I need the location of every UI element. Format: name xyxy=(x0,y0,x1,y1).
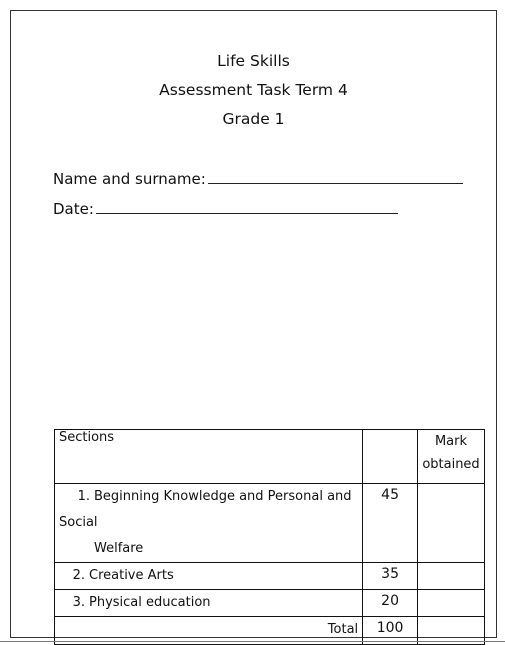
mark-obtained-cell[interactable] xyxy=(418,563,485,590)
table-row xyxy=(55,563,485,590)
table-header-row xyxy=(55,430,485,484)
section-item xyxy=(59,484,358,562)
mark-obtained-header: Mark obtained xyxy=(418,430,485,484)
section-number: 1. xyxy=(77,489,90,504)
section-marks: 20 xyxy=(363,590,418,617)
date-label: Date: xyxy=(53,200,94,218)
worksheet-page xyxy=(10,10,497,638)
subject-title: Life Skills xyxy=(217,52,290,70)
section-name-continued: Welfare xyxy=(94,541,144,556)
name-blank-line[interactable] xyxy=(208,171,463,184)
section-name: Beginning Knowledge and Personal and Social xyxy=(59,489,352,530)
section-name: Physical education xyxy=(89,595,211,610)
total-marks: 100 xyxy=(363,617,418,645)
mark-obtained-cell[interactable] xyxy=(418,590,485,617)
section-number: 3. xyxy=(72,595,85,610)
marks-header xyxy=(363,430,418,484)
table-row xyxy=(55,484,485,563)
section-name: Creative Arts xyxy=(89,568,174,583)
date-field xyxy=(53,200,398,218)
name-label: Name and surname: xyxy=(53,170,206,188)
date-blank-line[interactable] xyxy=(96,201,398,214)
assessment-title: Assessment Task Term 4 xyxy=(159,81,348,99)
page-bottom-divider xyxy=(0,641,505,642)
section-marks: 45 xyxy=(363,484,418,563)
sections-header: Sections xyxy=(55,430,363,484)
total-label: Total xyxy=(55,617,363,645)
table-row xyxy=(55,590,485,617)
mark-obtained-cell[interactable] xyxy=(418,484,485,563)
section-number: 2. xyxy=(72,568,85,583)
name-field xyxy=(53,170,463,188)
marks-table xyxy=(54,429,485,645)
grade-title: Grade 1 xyxy=(222,110,285,128)
section-marks: 35 xyxy=(363,563,418,590)
